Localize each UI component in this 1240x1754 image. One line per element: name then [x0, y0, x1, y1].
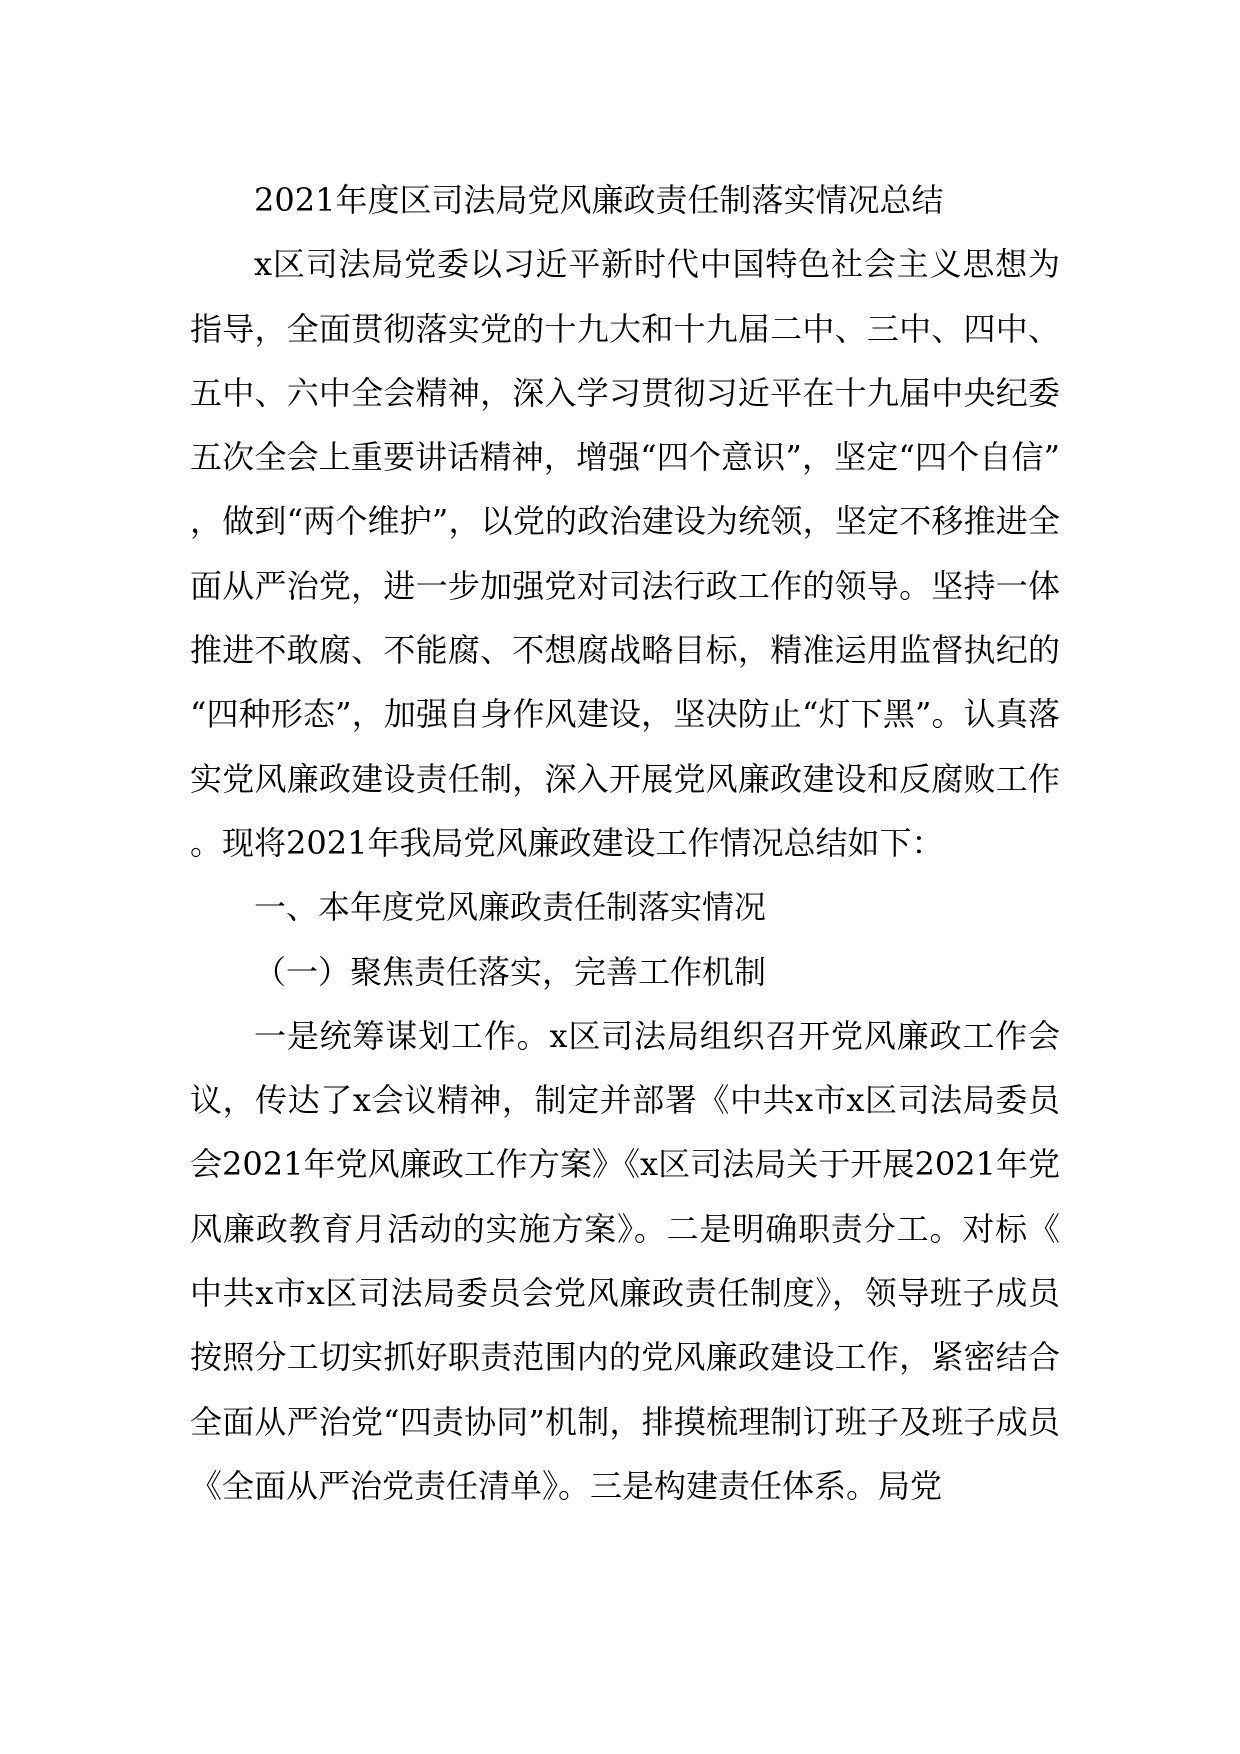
subsection-heading-1: （一）聚焦责任落实，完善工作机制: [254, 952, 767, 991]
paragraph-intro: x区司法局党委以习近平新时代中国特色社会主义思想为指导，全面贯彻落实党的十九大和十九届二中、三中、四中、五中、六中全会精神，深入学习贯彻习近平在十九届中央纪委五次全会上重要讲话精神，增强“四个意识”，坚定“四个自信”，做到“两个维护”，以党的政治建设为统领，坚定不移推进全面从严治党，进一步加强党对司法行政工作的领导。坚持一体推进不敢腐、不能腐、不想腐战略目标，精准运用监督执纪的“四种形态”，加强自身作风建设，坚决防止“灯下黑”。认真落实党风廉政建设责任制，深入开展党风廉政建设和反腐败工作。现将2021年我局党风廉政建设工作情况总结如下：: [190, 245, 1060, 862]
section-heading-1: 一、本年度党风廉政责任制落实情况: [254, 888, 767, 927]
paragraph-section-1-body: 一是统筹谋划工作。x区司法局组织召开党风廉政工作会议，传达了x会议精神，制定并部署《中共x市x区司法局委员会2021年党风廉政工作方案》《x区司法局关于开展2021年党风廉政教育月活动的实施方案》。二是明确职责分工。对标《中共x市x区司法局委员会党风廉政责任制度》，领导班子成员按照分工切实抓好职责范围内的党风廉政建设工作，紧密结合全面从严治党“四责协同”机制，排摸梳理制订班子及班子成员《全面从严治党责任清单》。三是构建责任体系。局党: [190, 1016, 1060, 1505]
document-body: [190, 168, 1060, 1518]
document-title: 2021年度区司法局党风廉政责任制落实情况总结: [254, 181, 944, 219]
